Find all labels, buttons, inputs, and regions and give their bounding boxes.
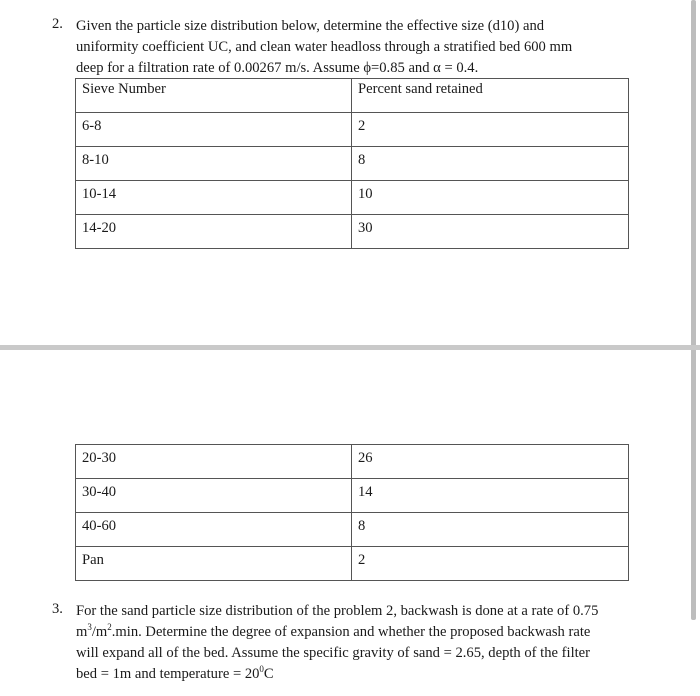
table-row bbox=[76, 479, 629, 513]
question-3-line-3: will expand all of the bed. Assume the specific gravity of sand = 2.65, depth of the filter bbox=[76, 645, 591, 661]
scrollbar[interactable] bbox=[691, 0, 696, 620]
page-break-divider bbox=[0, 345, 700, 350]
sieve-cell: 8-10 bbox=[76, 147, 352, 181]
sieve-cell: Pan bbox=[76, 547, 352, 581]
sieve-cell: 10-14 bbox=[76, 181, 352, 215]
percent-cell: 8 bbox=[352, 147, 629, 181]
line-2-sup-1: 3 bbox=[87, 622, 92, 633]
table-row bbox=[76, 215, 629, 249]
sieve-cell: 6-8 bbox=[76, 113, 352, 147]
question-2-line-2: uniformity coefficient UC, and clean water headloss through a stratified bed 600 mm bbox=[76, 39, 573, 55]
percent-cell: 2 bbox=[352, 547, 629, 581]
percent-cell: 30 bbox=[352, 215, 629, 249]
sieve-cell: 30-40 bbox=[76, 479, 352, 513]
line-2-post: .min. Determine the degree of expansion and whether the proposed backwash rate bbox=[111, 624, 591, 640]
line-4-pre: bed = 1m and temperature = 20 bbox=[76, 666, 260, 682]
percent-cell: 26 bbox=[352, 445, 629, 479]
question-3-line-1: For the sand particle size distribution of the problem 2, backwash is done at a rate of 0.75 bbox=[76, 603, 599, 619]
percent-cell: 10 bbox=[352, 181, 629, 215]
question-3-line-2 bbox=[76, 622, 590, 642]
percent-cell: 2 bbox=[352, 113, 629, 147]
line-2-mid: /m bbox=[91, 624, 108, 640]
question-2-line-1: Given the particle size distribution below, determine the effective size (d10) and bbox=[76, 18, 545, 34]
question-3-number: 3. bbox=[52, 601, 63, 617]
table-row bbox=[76, 113, 629, 147]
table-header-row bbox=[76, 79, 629, 113]
sieve-cell: 20-30 bbox=[76, 445, 352, 479]
table-row bbox=[76, 547, 629, 581]
sieve-cell: 14-20 bbox=[76, 215, 352, 249]
header-percent-retained: Percent sand retained bbox=[352, 79, 629, 113]
sieve-table-part-2 bbox=[75, 444, 629, 581]
line-2-sup-2: 2 bbox=[107, 622, 112, 633]
question-3-line-4 bbox=[76, 664, 274, 684]
sieve-table-part-1 bbox=[75, 78, 629, 249]
percent-cell: 8 bbox=[352, 513, 629, 547]
question-2-line-3: deep for a filtration rate of 0.00267 m/s. Assume ϕ=0.85 and α = 0.4. bbox=[76, 60, 479, 76]
line-4-post: C bbox=[263, 666, 274, 682]
table-row bbox=[76, 181, 629, 215]
line-2-pre: m bbox=[76, 624, 88, 640]
table-row bbox=[76, 147, 629, 181]
header-sieve-number: Sieve Number bbox=[76, 79, 352, 113]
percent-cell: 14 bbox=[352, 479, 629, 513]
table-row bbox=[76, 513, 629, 547]
table-row bbox=[76, 445, 629, 479]
question-2-number: 2. bbox=[52, 16, 63, 32]
line-4-sup: 0 bbox=[259, 664, 264, 675]
sieve-cell: 40-60 bbox=[76, 513, 352, 547]
